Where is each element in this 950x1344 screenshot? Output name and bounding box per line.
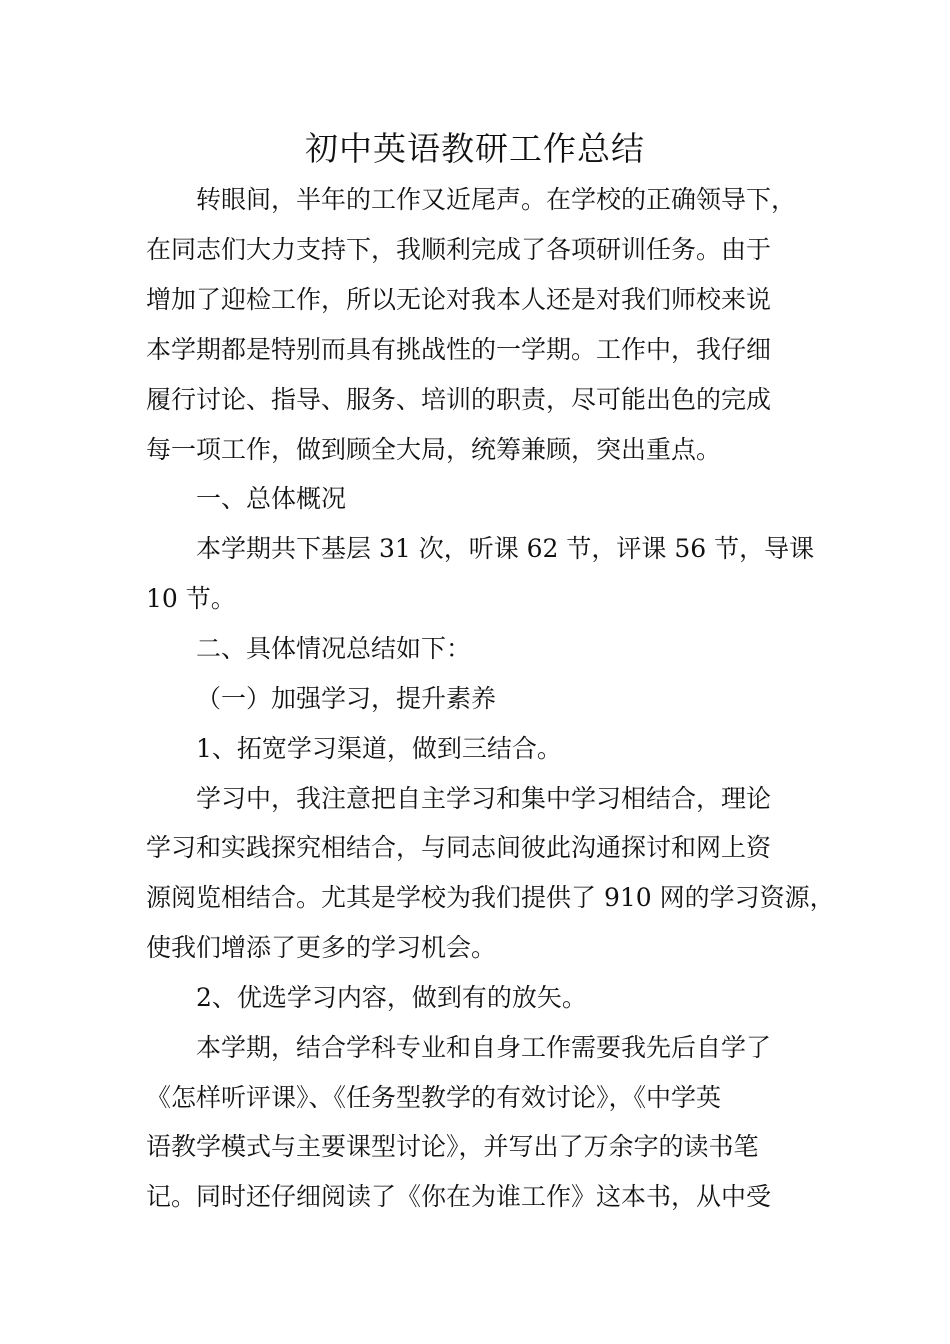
body-line: 源阅览相结合。尤其是学校为我们提供了 910 网的学习资源， [146, 883, 835, 912]
body-line: 在同志们大力支持下，我顺利完成了各项研训任务。由于 [146, 235, 772, 264]
body-line: 学习中，我注意把自主学习和集中学习相结合，理论 [196, 784, 772, 813]
section-heading: 二、具体情况总结如下： [196, 634, 472, 663]
body-line: 本学期都是特别而具有挑战性的一学期。工作中，我仔细 [146, 335, 772, 364]
body-line: 转眼间，半年的工作又近尾声。在学校的正确领导下， [196, 185, 797, 214]
body-line: 记。同时还仔细阅读了《你在为谁工作》这本书，从中受 [146, 1182, 772, 1211]
body-line: 使我们增添了更多的学习机会。 [146, 933, 497, 962]
body-line: 履行讨论、指导、服务、培训的职责，尽可能出色的完成 [146, 385, 772, 414]
body-line: 《怎样听评课》、《任务型教学的有效讨论》，《中学英 [146, 1083, 722, 1112]
body-line: 语教学模式与主要课型讨论》，并写出了万余字的读书笔 [146, 1132, 759, 1161]
body-line: 学习和实践探究相结合，与同志间彼此沟通探讨和网上资 [146, 833, 772, 862]
body-line: 增加了迎检工作，所以无论对我本人还是对我们师校来说 [146, 285, 772, 314]
item-heading: 2、优选学习内容，做到有的放矢。 [196, 983, 587, 1012]
body-line: 本学期，结合学科专业和自身工作需要我先后自学了 [196, 1033, 772, 1062]
document-title: 初中英语教研工作总结 [305, 129, 645, 168]
body-line: 本学期共下基层 31 次，听课 62 节，评课 56 节，导课 [196, 534, 815, 563]
item-heading: 1、拓宽学习渠道，做到三结合。 [196, 734, 562, 763]
subsection-heading: （一）加强学习，提升素养 [196, 684, 497, 713]
section-heading: 一、总体概况 [196, 484, 347, 513]
body-line: 每一项工作，做到顾全大局，统筹兼顾，突出重点。 [146, 435, 722, 464]
body-line: 10 节。 [146, 584, 236, 613]
